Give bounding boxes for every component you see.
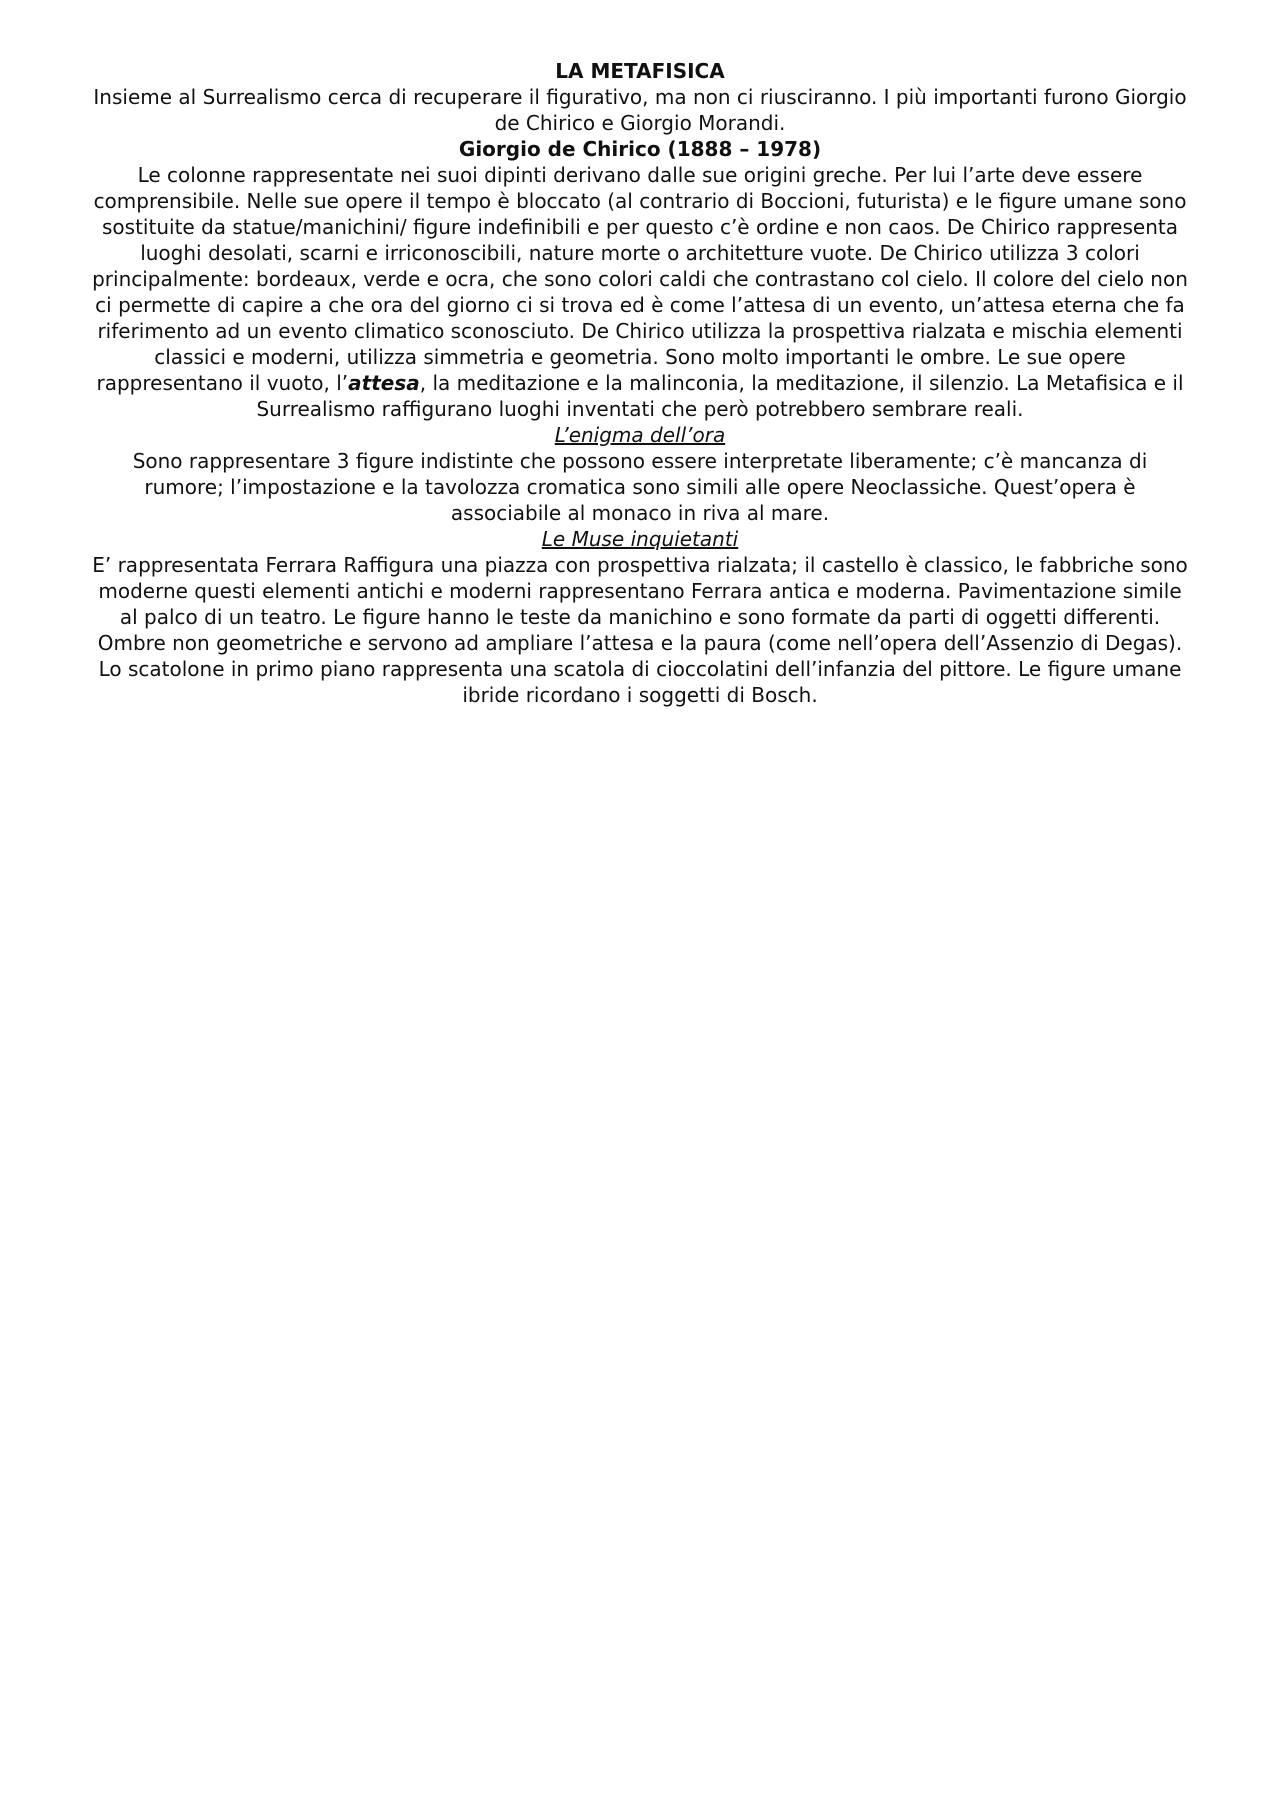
work-heading-enigma [92,422,1188,448]
muse-paragraph: E’ rappresentata Ferrara Raffigura una piazza con prospettiva rialzata; il castello è classico, le fabbriche sono moderne questi elementi antichi e moderni rappresentano Ferrara antica e moderna. Pavimentazione simile al palco di un teatro. Le figure hanno le teste da manichino e sono formate da parti di oggetti differenti. Ombre non geometriche e servono ad ampliare l’attesa e la paura (come nell’opera dell’Assenzio di Degas). Lo scatolone in primo piano rappresenta una scatola di cioccolatini dell’infanzia del pittore. Le figure umane ibride ricordano i soggetti di Bosch. [92,553,1188,707]
section-heading-dechirico: Giorgio de Chirico (1888 – 1978) [458,137,822,161]
work-heading-muse [92,526,1188,552]
document-title: LA METAFISICA [555,59,725,83]
enigma-heading-text: L’enigma dell’ora [554,423,726,447]
enigma-paragraph: Sono rappresentare 3 figure indistinte che possono essere interpretate liberamente; c’è mancanza di rumore; l’impostazione e la tavolozza cromatica sono simili alle opere Neoclassiche. Quest’opera è associabile al monaco in riva al mare. [132,449,1148,525]
dechirico-text-before: Le colonne rappresentate nei suoi dipinti derivano dalle sue origini greche. Per lui l’arte deve essere comprensibile. Nelle sue opere il tempo è bloccato (al contrario di Boccioni, futurista) e le figure umane sono sostituite da statue/manichini/ figure indefinibili e per questo c’è ordine e non caos. De Chirico rappresenta luoghi desolati, scarni e irriconoscibili, nature morte o architetture vuote. De Chirico utilizza 3 colori principalmente: bordeaux, verde e ocra, che sono colori caldi che contrastano col cielo. Il colore del cielo non ci permette di capire a che ora del giorno ci si trova ed è come l’attesa di un evento, un’attesa eterna che fa riferimento ad un evento climatico sconosciuto. De Chirico utilizza la prospettiva rialzata e mischia elementi classici e moderni, utilizza simmetria e geometria. Sono molto importanti le ombre. Le sue opere rappresentano il vuoto, l’ [92,163,1188,395]
dechirico-paragraph [92,162,1188,422]
document-page [92,58,1188,708]
dechirico-text-after: , la meditazione e la malinconia, la meditazione, il silenzio. La Metafisica e il Surrealismo raffigurano luoghi inventati che però potrebbero sembrare reali. [256,371,1184,421]
muse-heading-text: Le Muse inquietanti [541,527,739,551]
intro-paragraph: Insieme al Surrealismo cerca di recuperare il figurativo, ma non ci riusciranno. I più importanti furono Giorgio de Chirico e Giorgio Morandi. [93,85,1187,135]
emphasis-attesa: attesa [348,371,420,395]
